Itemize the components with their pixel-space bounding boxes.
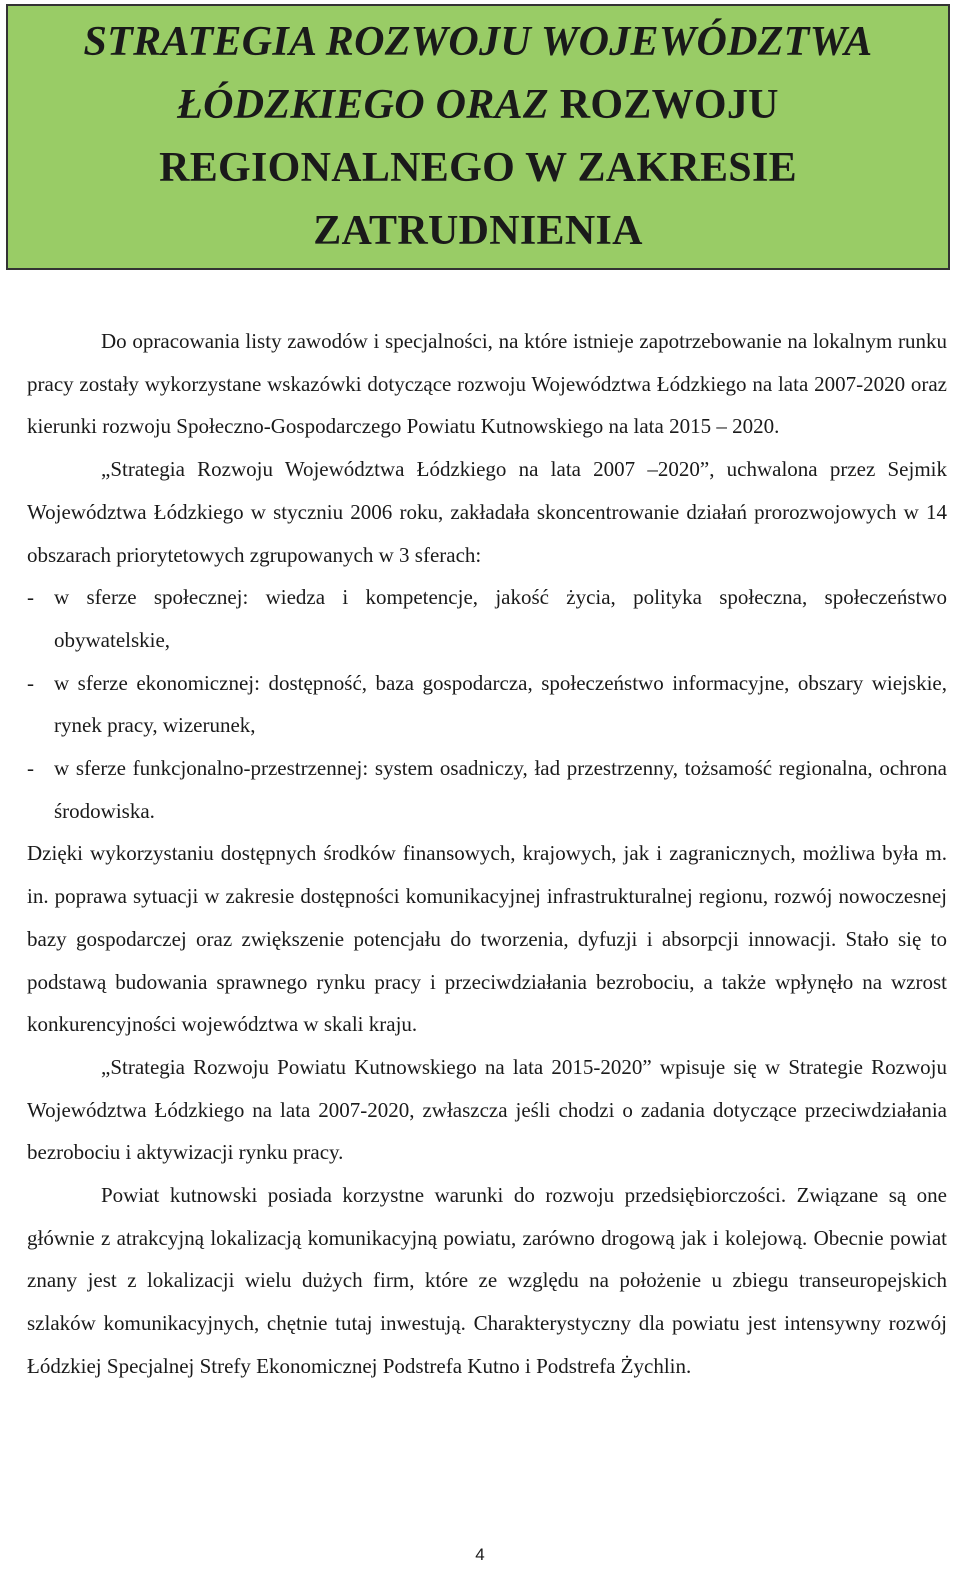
document-body <box>27 320 947 1388</box>
county-strategy-paragraph: „Strategia Rozwoju Powiatu Kutnowskiego na lata 2015-2020” wpisuje się w Strategie Rozwoju Województwa Łódzkiego na lata 2007-2020, zwłaszcza jeśli chodzi o zadania dotyczące przeciwdziałania bezrobociu i aktywizacji rynku pracy. <box>27 1054 947 1165</box>
title-line-2 <box>177 74 779 137</box>
funding-paragraph: Dzięki wykorzystaniu dostępnych środków finansowych, krajowych, jak i zagranicznych, możliwa była m. in. poprawa sytuacji w zakresie dostępności komunikacyjnej infrastrukturalnej regionu, rozwój nowoczesnej bazy gospodarczej oraz zwiększenie potencjału do tworzenia, dyfuzji i absorpcji innowacji. Stało się to podstawą budowania sprawnego rynku pracy i przeciwdziałania bezrobociu, a także wpłynęło na wzrost konkurencyjności województwa w skali kraju. <box>27 841 947 1037</box>
list-item <box>27 747 947 832</box>
title-line-1 <box>84 11 873 74</box>
title-line-2-rest: ROZWOJU <box>559 82 779 128</box>
intro-paragraph: Do opracowania listy zawodów i specjalności, na które istnieje zapotrzebowanie na lokalnym runku pracy zostały wykorzystane wskazówki dotyczące rozwoju Województwa Łódzkiego na lata 2007-2020 oraz kierunki rozwoju Społeczno-Gospodarczego Powiatu Kutnowskiego na lata 2015 – 2020. <box>27 329 947 439</box>
list-dash: - <box>27 670 34 695</box>
list-item-text: w sferze funkcjonalno-przestrzennej: system osadniczy, ład przestrzenny, tożsamość regionalna, ochrona środowiska. <box>54 756 947 823</box>
county-paragraph: Powiat kutnowski posiada korzystne warunki do rozwoju przedsiębiorczości. Związane są one głównie z atrakcyjną lokalizacją komunikacyjną powiatu, zarówno drogową jak i kolejową. Obecnie powiat znany jest z lokalizacji wielu dużych firm, które ze względu na położenie u zbiegu transeuropejskich szlaków komunikacyjnych, chętnie tutaj inwestują. Charakterystyczny dla powiatu jest intensywny rozwój Łódzkiej Specjalnej Strefy Ekonomicznej Podstrefa Kutno i Podstrefa Żychlin. <box>27 1183 947 1378</box>
list-item <box>27 576 947 661</box>
title-banner <box>6 4 950 270</box>
list-dash: - <box>27 756 34 781</box>
title-line-4: ZATRUDNIENIA <box>313 208 643 254</box>
list-item-text: w sferze społecznej: wiedza i kompetencje, jakość życia, polityka społeczna, społeczeństwo obywatelskie, <box>54 585 947 652</box>
list-dash: - <box>27 585 34 610</box>
title-line-3: REGIONALNEGO W ZAKRESIE <box>159 145 797 191</box>
list-item-text: w sferze ekonomicznej: dostępność, baza gospodarcza, społeczeństwo informacyjne, obszary wiejskie, rynek pracy, wizerunek, <box>54 670 947 738</box>
spheres-list <box>27 576 947 832</box>
page-number: 4 <box>475 1545 485 1564</box>
title-line-2-italic: ŁÓDZKIEGO ORAZ <box>177 82 549 128</box>
strategy-paragraph: „Strategia Rozwoju Województwa Łódzkiego na lata 2007 –2020”, uchwalona przez Sejmik Województwa Łódzkiego w styczniu 2006 roku, zakładała skoncentrowanie działań prorozwojowych w 14 obszarach priorytetowych zgrupowanych w 3 sferach: <box>27 457 947 567</box>
list-item <box>27 662 947 747</box>
title-line-1-text: STRATEGIA ROZWOJU WOJEWÓDZTWA <box>83 19 873 65</box>
